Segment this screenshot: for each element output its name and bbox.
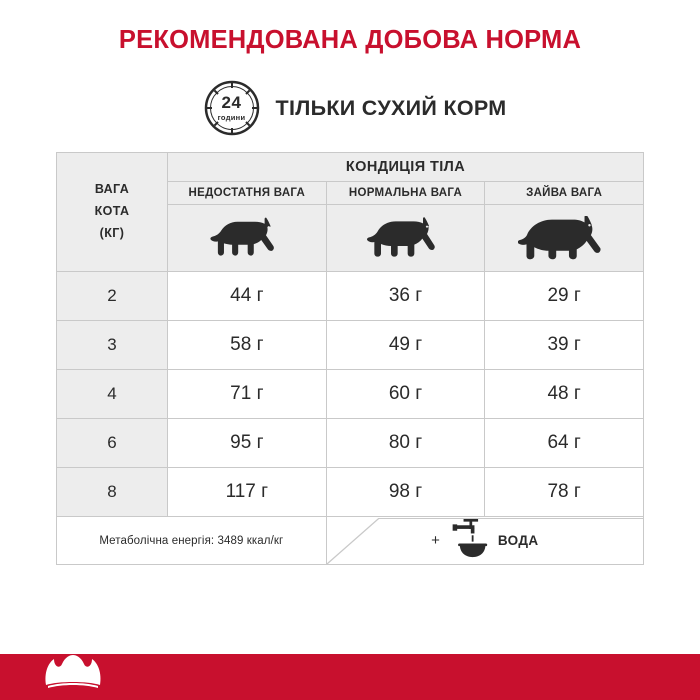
row-value-overweight: 29 г [485, 272, 644, 321]
table-row [57, 370, 644, 419]
row-value-overweight: 48 г [485, 370, 644, 419]
row-value-overweight: 64 г [485, 419, 644, 468]
table-row [57, 321, 644, 370]
row-value-normal: 80 г [326, 419, 485, 468]
row-weight: 3 [57, 321, 168, 370]
row-value-underweight: 95 г [168, 419, 327, 468]
metabolic-energy-note: Метаболічна енергія: 3489 ккал/кг [57, 517, 327, 565]
tap-water-icon [449, 517, 489, 564]
column-header-normal: НОРМАЛЬНА ВАГА [326, 182, 485, 205]
row-value-underweight: 58 г [168, 321, 327, 370]
royal-canin-crown-icon [42, 655, 104, 694]
feeding-table-wrapper [56, 152, 644, 565]
table-row-condition-header [57, 153, 644, 182]
cat-thin-icon [168, 205, 327, 272]
weight-header-cell [57, 153, 168, 272]
feeding-table [56, 152, 644, 565]
weight-header-line-1: ВАГА [94, 182, 130, 197]
clock-hours-unit: години [217, 113, 246, 123]
column-header-overweight: ЗАЙВА ВАГА [485, 182, 644, 205]
row-value-normal: 60 г [326, 370, 485, 419]
row-value-underweight: 71 г [168, 370, 327, 419]
cat-overweight-icon [485, 205, 644, 272]
row-value-normal: 49 г [326, 321, 485, 370]
water-note [326, 517, 643, 565]
row-value-normal: 36 г [326, 272, 485, 321]
cat-normal-icon [326, 205, 485, 272]
clock-hours-value: 24 [221, 93, 242, 113]
row-value-overweight: 39 г [485, 321, 644, 370]
row-weight: 6 [57, 419, 168, 468]
table-row [57, 272, 644, 321]
footer-bar [0, 654, 700, 700]
weight-header-line-3: (КГ) [99, 225, 125, 240]
row-value-normal: 98 г [326, 468, 485, 517]
subhead-title: ТІЛЬКИ СУХИЙ КОРМ [275, 95, 507, 120]
row-value-overweight: 78 г [485, 468, 644, 517]
plus-sign: + [431, 532, 440, 550]
column-header-underweight: НЕДОСТАТНЯ ВАГА [168, 182, 327, 205]
clock-icon [204, 80, 260, 136]
weight-header-line-2: КОТА [94, 204, 130, 219]
page-title: РЕКОМЕНДОВАНА ДОБОВА НОРМА [118, 26, 582, 54]
subhead-row [0, 80, 700, 136]
row-value-underweight: 117 г [168, 468, 327, 517]
table-row [57, 468, 644, 517]
table-row [57, 419, 644, 468]
row-weight: 8 [57, 468, 168, 517]
row-value-underweight: 44 г [168, 272, 327, 321]
row-weight: 2 [57, 272, 168, 321]
table-footer-row [57, 517, 644, 565]
condition-header: КОНДИЦІЯ ТІЛА [168, 153, 644, 182]
water-label: ВОДА [497, 533, 539, 549]
row-weight: 4 [57, 370, 168, 419]
